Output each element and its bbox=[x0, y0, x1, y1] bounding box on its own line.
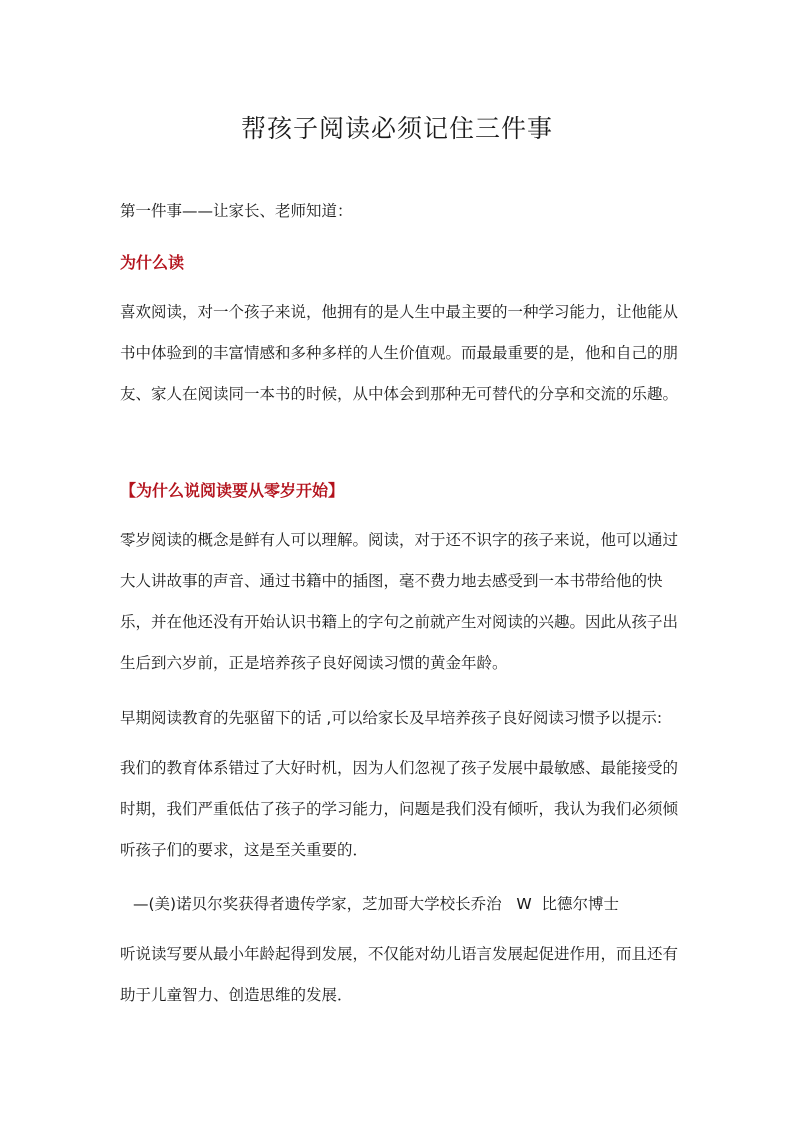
intro-line: 第一件事——让家长、老师知道： bbox=[120, 202, 353, 220]
paragraph-language-development: 听说读写要从最小年龄起得到发展，不仅能对幼儿语言发展起促进作用，而且还有助于儿童智力、创造思维的发展． bbox=[120, 945, 679, 1004]
quote-author: —(美)诺贝尔奖获得者遗传学家，芝加哥大学校长乔治 W 比德尔博士 bbox=[133, 895, 620, 913]
quote-paragraph: 我们的教育体系错过了大好时机，因为人们忽视了孩子发展中最敏感、最能接受的时期，我们严重低估了孩子的学习能力，问题是我们没有倾听，我认为我们必须倾听孩子们的要求，这是至关重要的． bbox=[120, 759, 679, 859]
section-heading-zero-age: 【为什么说阅读要从零岁开始】 bbox=[120, 481, 345, 500]
paragraph-pioneer-intro: 早期阅读教育的先驱留下的话 ,可以给家长及早培养孩子良好阅读习惯予以提示: bbox=[120, 709, 663, 727]
document-title: 帮孩子阅读必须记住三件事 bbox=[240, 114, 553, 143]
section-heading-why-read: 为什么读 bbox=[120, 253, 185, 272]
paragraph-zero-age: 零岁阅读的概念是鲜有人可以理解。阅读，对于还不识字的孩子来说，他可以通过大人讲故事的声音、通过书籍中的插图，毫不费力地去感受到一本书带给他的快乐，并在他还没有开始认识书籍上的字句之前就产生对阅读的兴趣。因此从孩子出生后到六岁前，正是培养孩子良好阅读习惯的黄金年龄。 bbox=[120, 531, 679, 672]
paragraph-why-read: 喜欢阅读，对一个孩子来说，他拥有的是人生中最主要的一种学习能力，让他能从书中体验到的丰富情感和多种多样的人生价值观。而最最重要的是，他和自己的朋友、家人在阅读同一本书的时候，从中体会到那种无可替代的分享和交流的乐趣。 bbox=[120, 303, 679, 403]
